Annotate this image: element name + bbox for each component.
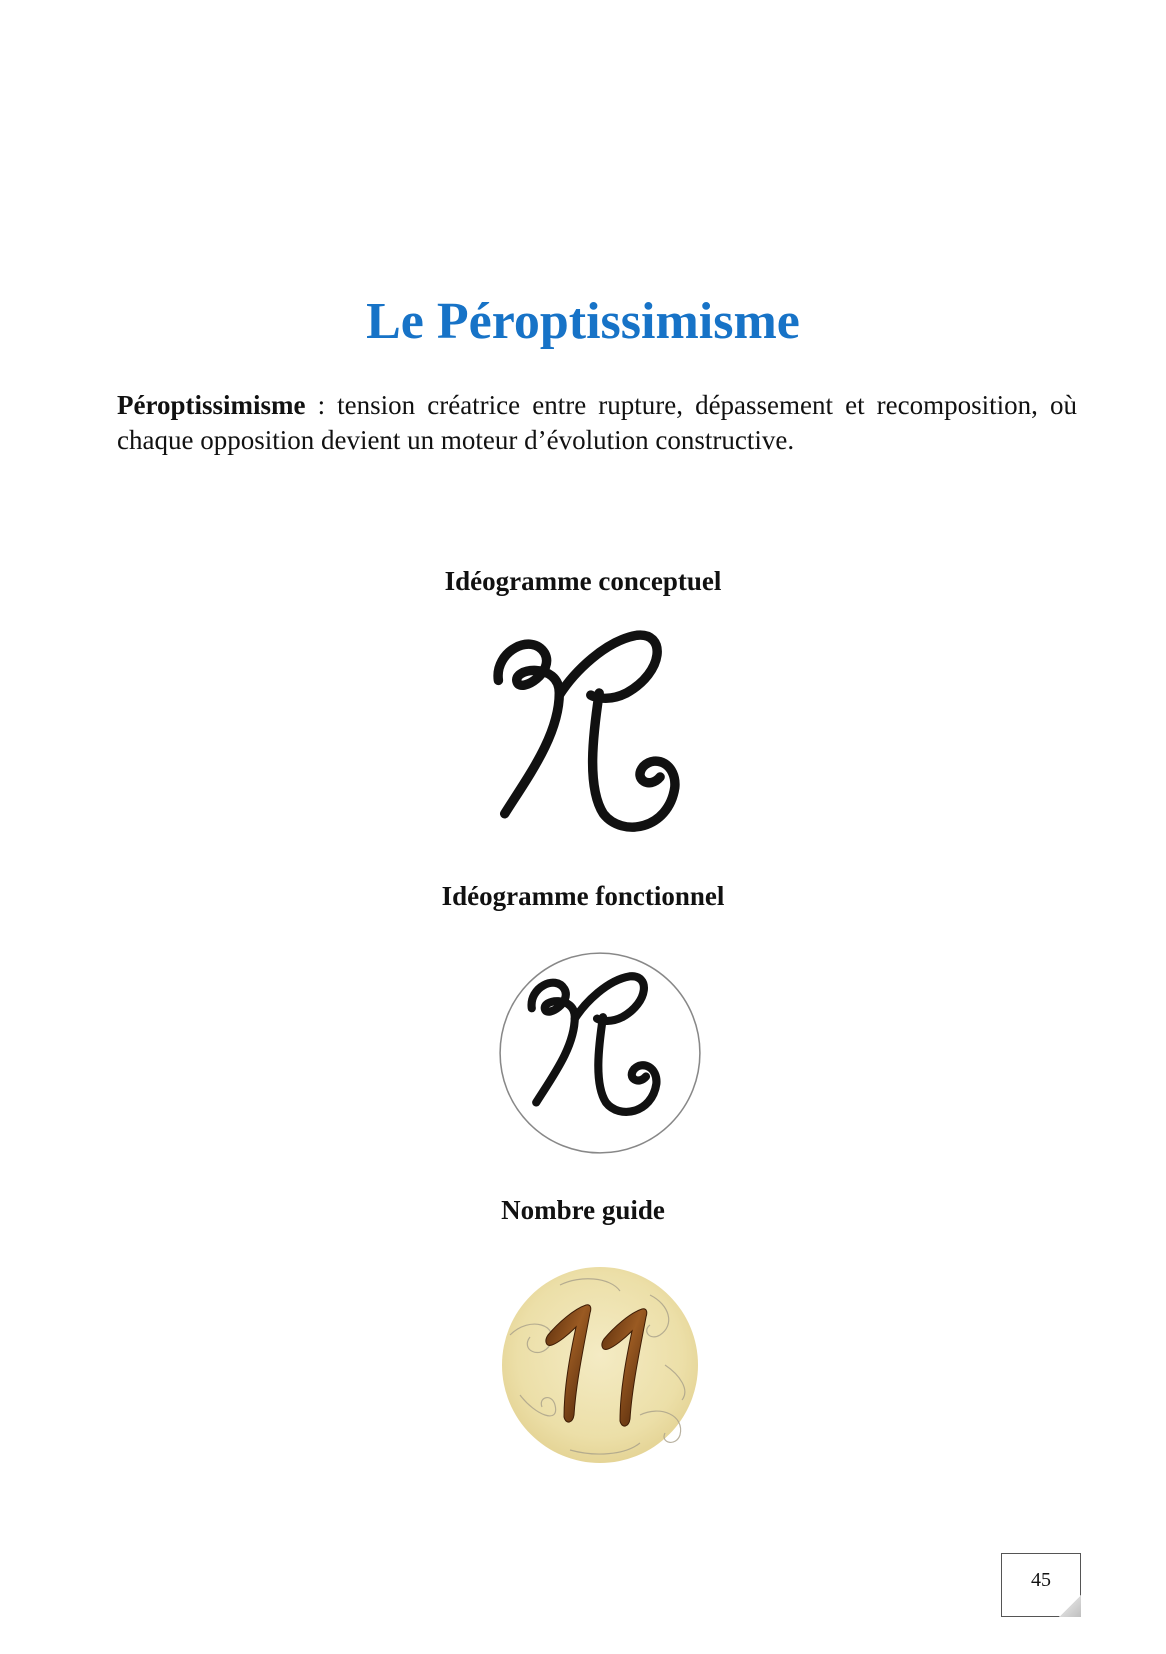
caption-functional-ideogram: Idéogramme fonctionnel bbox=[441, 881, 725, 911]
definition-text: : tension créatrice entre rupture, dépassement et recomposition, où chaque opposition devient un moteur d’évolution constructive. bbox=[117, 390, 1077, 455]
ideogram-left-loop bbox=[498, 644, 559, 814]
definition-term: Péroptissimisme bbox=[117, 390, 306, 420]
ideogram-right-stroke bbox=[559, 635, 675, 827]
conceptual-ideogram-image bbox=[490, 630, 700, 840]
page-number-box bbox=[1001, 1553, 1081, 1617]
medallion-background bbox=[502, 1267, 698, 1463]
definition-paragraph bbox=[117, 388, 1077, 458]
functional-ideogram-image bbox=[497, 950, 703, 1156]
page-curl-shadow bbox=[1059, 1595, 1081, 1617]
page-number: 45 bbox=[1031, 1569, 1051, 1591]
guide-number-medallion bbox=[500, 1265, 700, 1465]
caption-conceptual-ideogram: Idéogramme conceptuel bbox=[444, 566, 722, 596]
page-title: Le Péroptissimisme bbox=[366, 293, 800, 350]
caption-guide-number: Nombre guide bbox=[501, 1195, 665, 1225]
